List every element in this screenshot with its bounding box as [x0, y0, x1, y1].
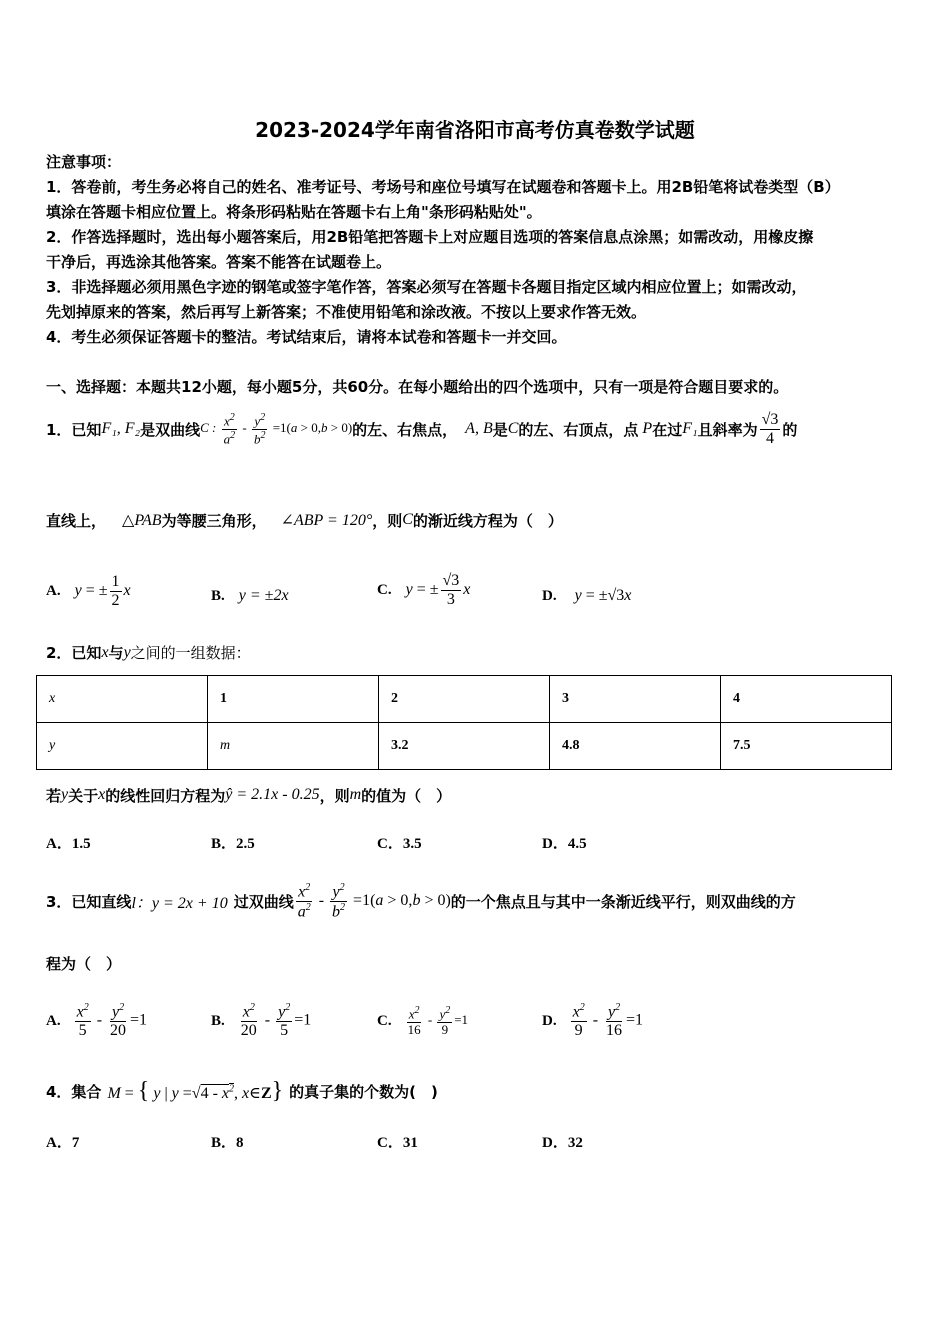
question-1-option-b[interactable]: B. y = ±2x [211, 587, 289, 604]
question-4-option-c[interactable]: C．31 [377, 1135, 418, 1151]
question-3-option-c[interactable]: C. $\frac{x^2}{16}$ - $\frac{y^2}{9}$ =1 [377, 1005, 469, 1037]
set-expression: M = { y | $y =√4 - x^2$, x∈Z} [107, 1077, 284, 1104]
question-3-line-1: 3．已知直线 l：y = 2x + 10 过双曲线 $\frac{x^2}{a^2}$ - $\frac{y^2}{b^2}$ =1(a > 0,b > 0) 的一个焦点且与其中一条渐近线平行，则双曲线的方 [46, 881, 796, 920]
table-row: x 1 2 3 4 [37, 676, 892, 723]
question-2-option-a[interactable]: A．1.5 [46, 836, 91, 852]
notice-line-3a: 3．非选择题必须用黑色字迹的钢笔或签字笔作答，答案必须写在答题卡各题目指定区域内相应位置上；如需改动， [46, 278, 807, 296]
notice-line-1b: 填涂在答题卡相应位置上。将条形码粘贴在答题卡右上角"条形码粘贴处"。 [46, 203, 542, 221]
question-1-line-2: 直线上， △PAB 为等腰三角形， ∠ABP = 120° ，则 C 的渐近线方程为（ ） [46, 511, 563, 530]
question-2-option-d[interactable]: D．4.5 [542, 836, 587, 852]
question-3-option-a[interactable]: A. $\frac{x^2}{5}$ - $\frac{y^2}{20}$ =1 [46, 1002, 148, 1040]
section-heading: 一、选择题：本题共12小题，每小题5分，共60分。在每小题给出的四个选项中，只有一项是符合题目要求的。 [46, 378, 789, 396]
notice-line-3b: 先划掉原来的答案，然后再写上新答案；不准使用铅笔和涂改液。不按以上要求作答无效。 [46, 303, 647, 321]
question-4-option-b[interactable]: B．8 [211, 1135, 244, 1151]
question-2-stem: 2．已知 x 与 y 之间的一组数据： [46, 643, 251, 662]
table-row: y m 3.2 4.8 7.5 [37, 723, 892, 770]
question-3-option-b[interactable]: B. $\frac{x^2}{20}$ - $\frac{y^2}{5}$ =1 [211, 1002, 312, 1040]
question-1-option-c[interactable]: C. y = ± $\frac{√3}{3}$ x [377, 571, 471, 608]
notice-line-1a: 1．答卷前，考生务必将自己的姓名、准考证号、考场号和座位号填写在试题卷和答题卡上。用2B铅笔将试卷类型（B） [46, 178, 840, 196]
data-table [36, 675, 892, 770]
page-title: 2023-2024学年南省洛阳市高考仿真卷数学试题 [255, 118, 695, 142]
notice-heading: 注意事项： [46, 153, 122, 171]
question-1-option-d[interactable]: D. y = ±√3x [542, 587, 632, 604]
question-2-condition: 若 y 关于 x 的线性回归方程为 ŷ = 2.1x - 0.25 ，则 m 的值为（ ） [46, 786, 452, 805]
slope-fraction: $\frac{√3}{4}$ [761, 410, 779, 447]
notice-line-2b: 干净后，再选涂其他答案。答案不能答在试题卷上。 [46, 253, 392, 271]
question-2-option-b[interactable]: B．2.5 [211, 836, 255, 852]
question-1-option-a[interactable]: A. y = ± $\frac{1}{2}$ x [46, 572, 131, 609]
notice-line-2a: 2．作答选择题时，选出每小题答案后，用2B铅笔把答题卡上对应题目选项的答案信息点涂黑；如需改动，用橡皮擦 [46, 228, 814, 246]
question-4-stem: 4．集合 M = { y | $y =√4 - x^2$, x∈Z} 的真子集的个数为( ) [46, 1077, 438, 1104]
question-1-line-1: 1．已知 F₁, F₂ 是双曲线 C : $\frac{x^2}{a^2}$ - $\frac{y^2}{b^2}$ =1(a > 0,b > 0) 的左、右焦点， A, B 是 C 的左、右顶点，点 P 在过 F₁ 且斜率为 $\frac{√3}{4}$ 的 [46, 410, 798, 447]
notice-line-4: 4．考生必须保证答题卡的整洁。考试结束后，请将本试卷和答题卡一并交回。 [46, 328, 567, 346]
question-2-option-c[interactable]: C．3.5 [377, 836, 422, 852]
question-3-line-2: 程为（ ） [46, 955, 122, 973]
question-4-option-d[interactable]: D．32 [542, 1135, 583, 1151]
question-3-option-d[interactable]: D. $\frac{x^2}{9}$ - $\frac{y^2}{16}$ =1 [542, 1002, 644, 1040]
regression-equation: ŷ = 2.1x - 0.25 [225, 786, 320, 803]
hyperbola-equation: C : $\frac{x^2}{a^2}$ - $\frac{y^2}{b^2}$ =1(a > 0,b > 0) [200, 411, 353, 446]
question-4-option-a[interactable]: A．7 [46, 1135, 80, 1151]
